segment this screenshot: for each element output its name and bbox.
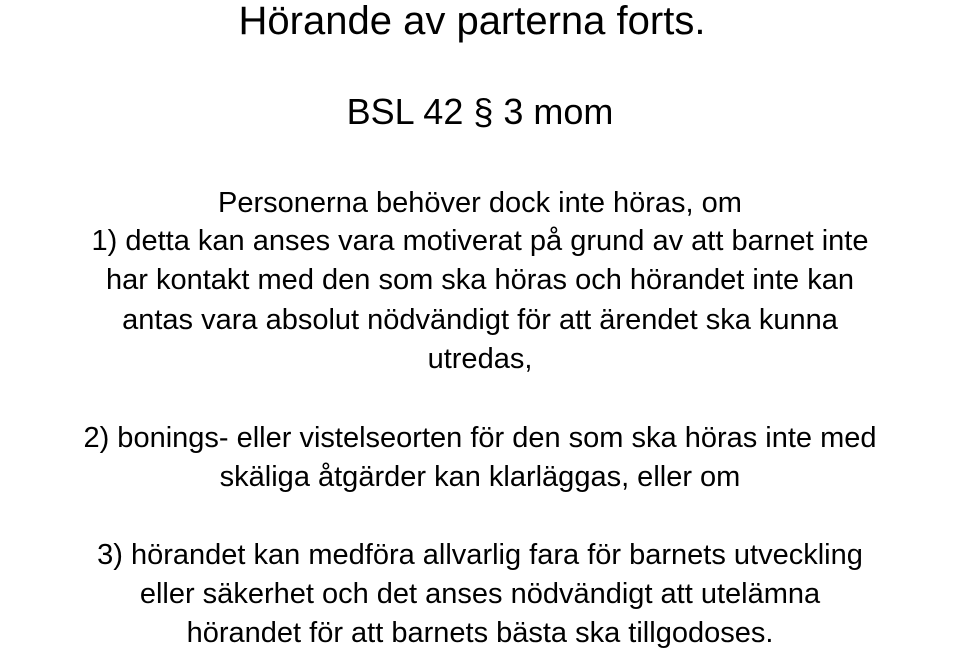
list-item-line: utredas, xyxy=(427,343,533,375)
list-item-line: 3) hörandet kan medföra allvarlig fara för barnets utveckling xyxy=(97,539,863,571)
list-item-line: eller säkerhet och det anses nödvändigt att utelämna xyxy=(139,578,821,610)
slide-subtitle: BSL 42 § 3 mom xyxy=(346,91,614,132)
list-item-line: 1) detta kan anses vara motiverat på grund av att barnet inte xyxy=(91,225,869,257)
list-item-line: antas vara absolut nödvändigt för att ärendet ska kunna xyxy=(122,304,838,336)
list-item-line: skäliga åtgärder kan klarläggas, eller om xyxy=(219,461,741,493)
list-item-line: hörandet för att barnets bästa ska tillgodoses. xyxy=(186,617,774,649)
list-item-line: har kontakt med den som ska höras och hörandet inte kan xyxy=(106,264,854,296)
slide-title: Hörande av parterna forts. xyxy=(238,0,706,43)
intro-text: Personerna behöver dock inte höras, om xyxy=(218,187,742,219)
list-item-line: 2) bonings- eller vistelseorten för den som ska höras inte med xyxy=(83,422,877,454)
